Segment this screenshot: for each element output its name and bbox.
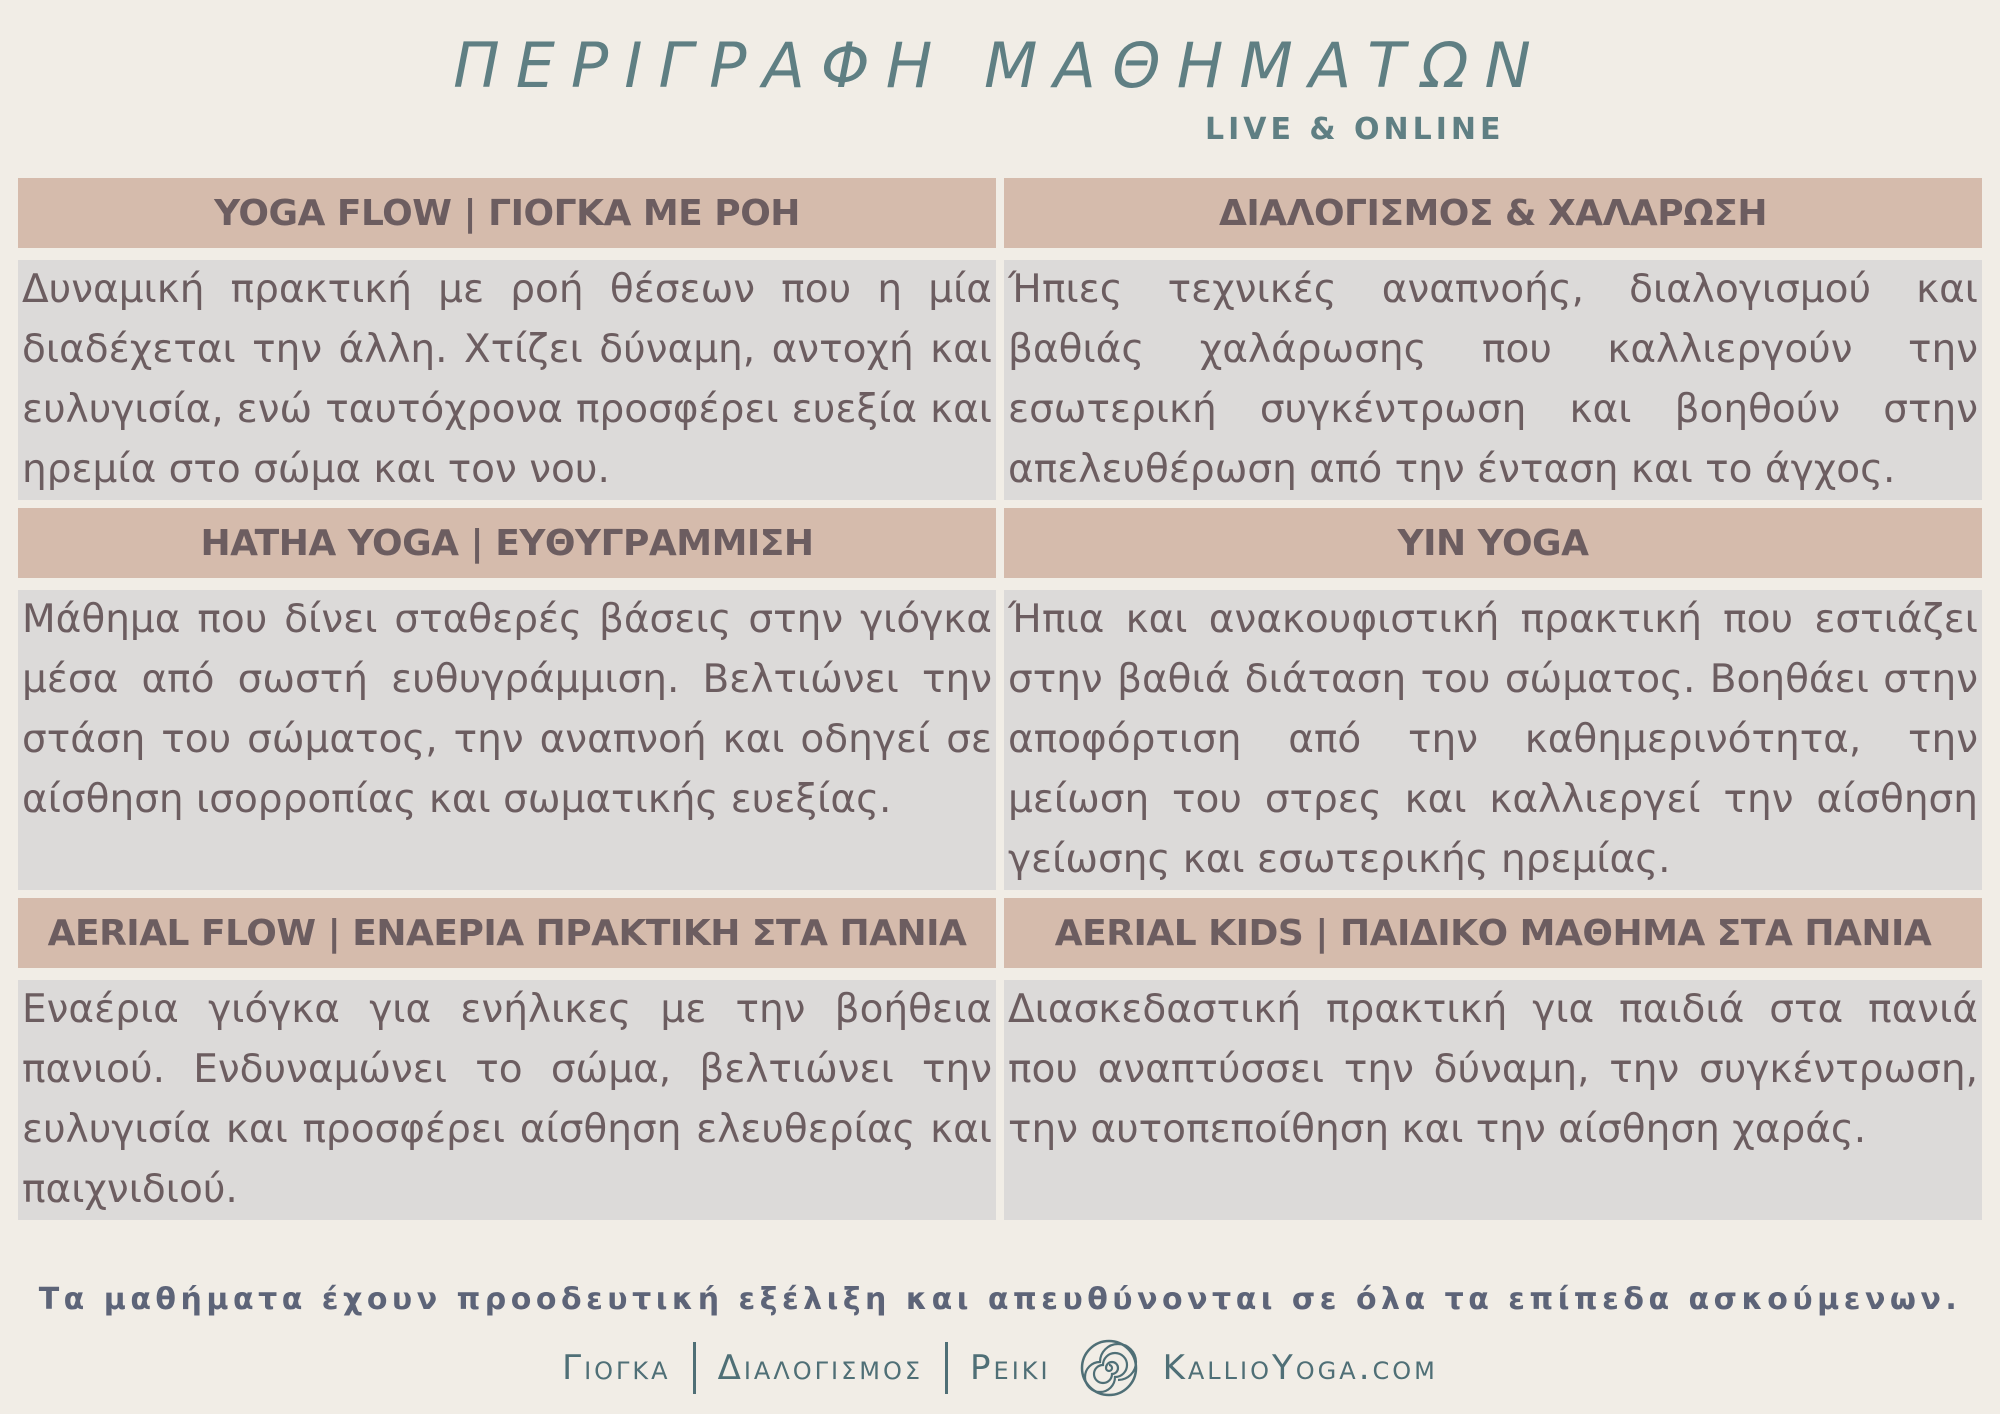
classes-row	[18, 898, 1982, 1220]
class-card-hatha-yoga	[18, 508, 996, 890]
class-description: Διασκεδαστική πρακτική για παιδιά στα πανιά που αναπτύσσει την δύναμη, την συγκέντρωση, την αυτοπεποίθηση και την αίσθηση χαράς.	[1004, 980, 1982, 1220]
spiral-icon	[1079, 1338, 1139, 1398]
class-card-aerial-flow	[18, 898, 996, 1220]
class-title: YOGA FLOW | ΓΙΟΓΚΑ ΜΕ ΡΟΗ	[18, 178, 996, 248]
classes-row	[18, 178, 1982, 500]
page-title: ΠΕΡΙΓΡΑΦΗ ΜΑΘΗΜΑΤΩΝ	[453, 29, 1547, 102]
class-description: Μάθημα που δίνει σταθερές βάσεις στην γιόγκα μέσα από σωστή ευθυγράμμιση. Βελτιώνει την στάση του σώματος, την αναπνοή και οδηγεί σε αίσθηση ισορροπίας και σωματικής ευεξίας.	[18, 590, 996, 890]
classes-row	[18, 508, 1982, 890]
brand-item-reiki: Ρεικι	[970, 1348, 1051, 1388]
class-title: AERIAL FLOW | ΕΝΑΕΡΙΑ ΠΡΑΚΤΙΚΗ ΣΤΑ ΠΑΝΙΑ	[18, 898, 996, 968]
class-title: AERIAL KIDS | ΠΑΙΔΙΚΟ ΜΑΘΗΜΑ ΣΤΑ ΠΑΝΙΑ	[1004, 898, 1982, 968]
class-description: Δυναμική πρακτική με ροή θέσεων που η μία διαδέχεται την άλλη. Χτίζει δύναμη, αντοχή και ευλυγισία, ενώ ταυτόχρονα προσφέρει ευεξία και ηρεμία στο σώμα και τον νου.	[18, 260, 996, 500]
footer-note: Τα μαθήματα έχουν προοδευτική εξέλιξη και απευθύνονται σε όλα τα επίπεδα ασκούμενων.	[38, 1282, 1962, 1317]
brand-item-meditation: Διαλογισμος	[717, 1348, 924, 1388]
separator	[945, 1342, 948, 1394]
classes-grid	[18, 178, 1982, 1228]
footer-brand-bar	[0, 1338, 2000, 1398]
class-description: Ήπιες τεχνικές αναπνοής, διαλογισμού και βαθιάς χαλάρωσης που καλλιεργούν την εσωτερική συγκέντρωση και βοηθούν στην απελευθέρωση από την ένταση και το άγχος.	[1004, 260, 1982, 500]
separator	[693, 1342, 696, 1394]
class-description: Ήπια και ανακουφιστική πρακτική που εστιάζει στην βαθιά διάταση του σώματος. Βοηθάει στην αποφόρτιση από την καθημερινότητα, την μείωση του στρες και καλλιεργεί την αίσθηση γείωσης και εσωτερικής ηρεμίας.	[1004, 590, 1982, 890]
class-card-yin-yoga	[1004, 508, 1982, 890]
class-card-aerial-kids	[1004, 898, 1982, 1220]
class-title: ΔΙΑΛΟΓΙΣΜΟΣ & ΧΑΛΑΡΩΣΗ	[1004, 178, 1982, 248]
class-title: HATHA YOGA | ΕΥΘΥΓΡΑΜΜΙΣΗ	[18, 508, 996, 578]
class-title: YIN YOGA	[1004, 508, 1982, 578]
brand-item-yoga: Γιογκα	[562, 1348, 671, 1388]
page-subtitle: LIVE & ONLINE	[1205, 112, 1505, 147]
class-description: Εναέρια γιόγκα για ενήλικες με την βοήθεια πανιού. Ενδυναμώνει το σώμα, βελτιώνει την ευλυγισία και προσφέρει αίσθηση ελευθερίας και παιχνιδιού.	[18, 980, 996, 1220]
website-link[interactable]: KallioYoga.com	[1162, 1348, 1438, 1388]
class-card-meditation	[1004, 178, 1982, 500]
class-card-yoga-flow	[18, 178, 996, 500]
